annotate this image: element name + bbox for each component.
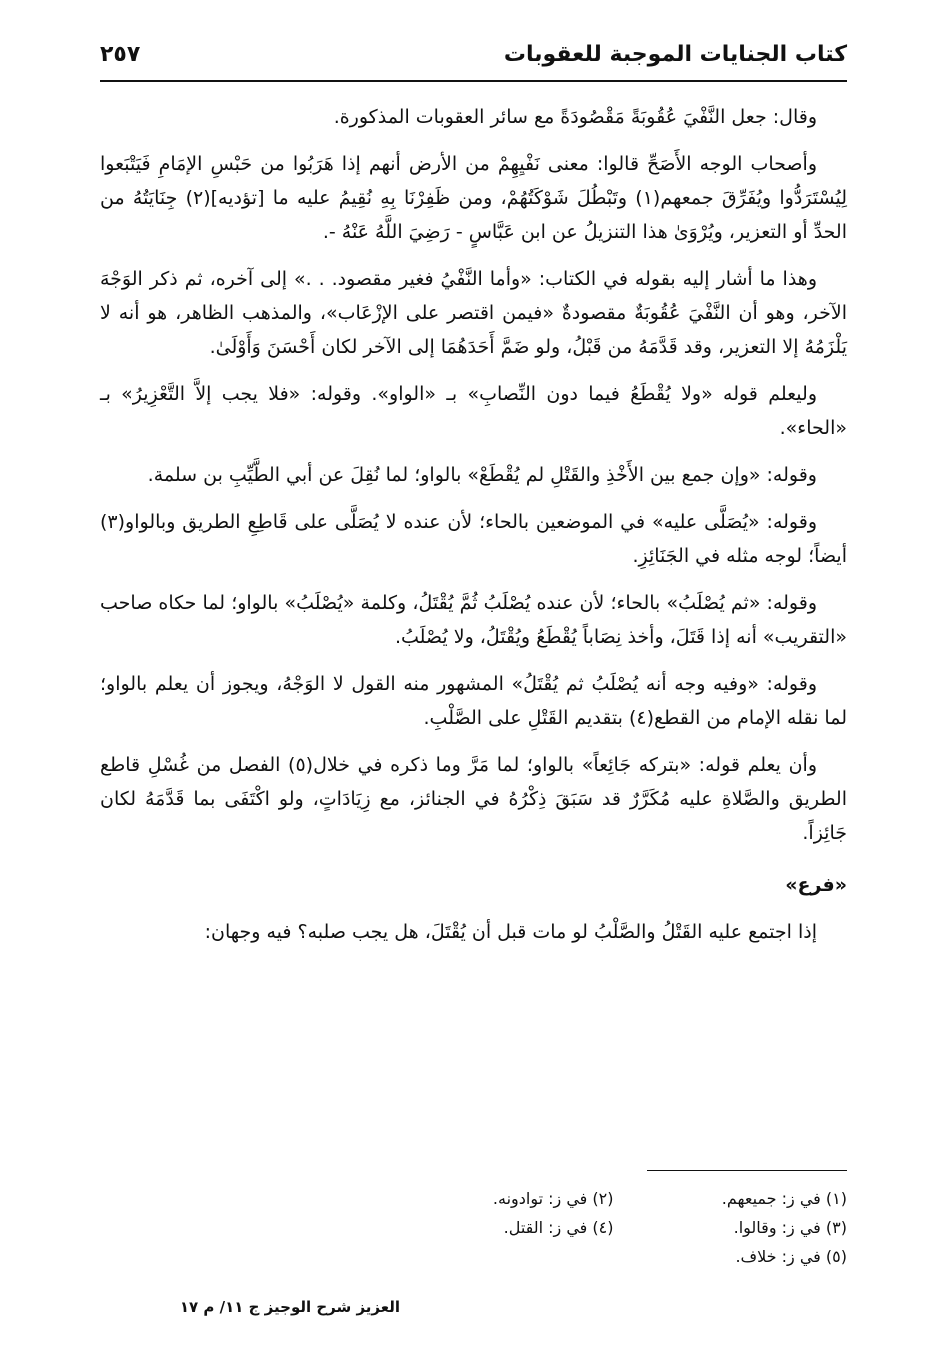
paragraph: وأن يعلم قوله: «بتركه جَائِعاً» بالواو؛ لما مَرَّ وما ذكره في خلال(٥) الفصل من غُسْلِ قاطع الطريق والصَّلاةِ عليه مُكَرَّرٌ قد سَبَقَ ذِكْرُهُ في الجنائز، مع زِيَادَاتٍ، ولو اكْتَفَى بما قَدَّمَهُ لكان جَائِزاً. — [100, 754, 847, 844]
paragraph: وأصحاب الوجه الأَصَحِّ قالوا: معنى نَفْيِهِمْ من الأرض أنهم إذا هَرَبُوا من حَبْسِ الإمَامِ فَيَتْبَعوا لِيُسْتَرَدُّوا ويُفَرِّقَ جمعهم(١) وتَبْطُلَ شَوْكَتُهُمْ، ومن ظَفِرْنَا بِهِ نُقِيمُ عليه ما [تؤديه](٢) جِنَايَتُهُ من الحدِّ أو التعزير، ويُرْوَىٰ هذا التنزيلُ عن ابن عَبَّاسٍ - رَضِيَ اللَّهُ عَنْهُ -. — [100, 153, 847, 243]
footnote: (٣) في ز: وقالوا. — [733, 1218, 847, 1237]
footnote: (٤) في ز: القتل. — [503, 1218, 614, 1237]
paragraph: وقوله: «وفيه وجه أنه يُصْلَبُ ثم يُقْتَلُ» المشهور منه القول لا الوَجْهُ، ويجوز أن يعلم بالواو؛ لما نقله الإمام من القطع(٤) بتقديم القَتْلِ على الصَّلْبِ. — [100, 673, 847, 729]
running-title: كتاب الجنايات الموجبة للعقوبات — [503, 41, 847, 67]
page-number: ٢٥٧ — [100, 41, 141, 67]
paragraph: إذا اجتمع عليه القَتْلُ والصَّلْبُ لو مات قبل أن يُقْتَلَ، هل يجب صلبه؟ فيه وجهان: — [204, 921, 817, 943]
footnote-divider — [647, 1170, 847, 1171]
body-text — [100, 100, 847, 962]
header-divider — [100, 80, 847, 82]
footnote: (١) في ز: جميعهم. — [721, 1189, 847, 1208]
paragraph: وقال: جعل النَّفْيَ عُقُوبَةً مَقْصُودَةً مع سائر العقوبات المذكورة. — [333, 106, 817, 128]
paragraph: وقوله: «ثم يُصْلَبُ» بالحاء؛ لأن عنده يُصْلَبُ ثُمَّ يُقْتَلُ، وكلمة «يُصْلَبُ» بالواو؛ لما حكاه صاحب «التقريب» أنه إذا قَتَلَ، وأخذ نِصَاباً يُقْطَعُ ويُقْتَلُ، ولا يُصْلَبُ. — [100, 592, 847, 648]
footnotes — [400, 1184, 847, 1271]
paragraph: وقوله: «وإن جمع بين الأَخْذِ والقَتْلِ لم يُقْطَعْ» بالواو؛ لما نُقِلَ عن أبي الطَّيِّبِ بن سلمة. — [147, 464, 817, 486]
footnote: (٢) في ز: توادونه. — [492, 1189, 614, 1208]
paragraph: وقوله: «يُصَلَّى عليه» في الموضعين بالحاء؛ لأن عنده لا يُصَلَّى على قَاطِعِ الطريق وبالواو(٣) أيضاً؛ لوجه مثله في الجَنَائِزِ. — [100, 511, 847, 567]
page-header — [100, 34, 847, 74]
footnote: (٥) في ز: خلاف. — [735, 1247, 847, 1266]
paragraph: وليعلم قوله «ولا يُقْطَعُ فيما دون النِّصابِ» بـ «الواو». وقوله: «فلا يجب إلاَّ التَّعْزِيرُ» بـ «الحاء». — [100, 383, 847, 439]
section-heading: «فرع» — [785, 874, 847, 896]
page-footer: العزيز شرح الوجيز ج ١١/ م ١٧ — [179, 1298, 400, 1316]
paragraph: وهذا ما أشار إليه بقوله في الكتاب: «وأما النَّفْيُ فغير مقصود. . .» إلى آخره، ثم ذكر الوَجْهَ الآخر، وهو أن النَّفْيَ عُقُوبَةٌ مقصودةٌ «فيمن اقتصر على الإزْعَاب»، والمذهب الظاهر، هو أنه لا يَلْزَمُهُ إلا التعزير، وقد قَدَّمَهُ من قَبْلُ، ولو ضَمَّ أَحَدَهُمَا إلى الآخر لكان أَحْسَنَ وَأَوْلَىٰ. — [100, 268, 847, 358]
